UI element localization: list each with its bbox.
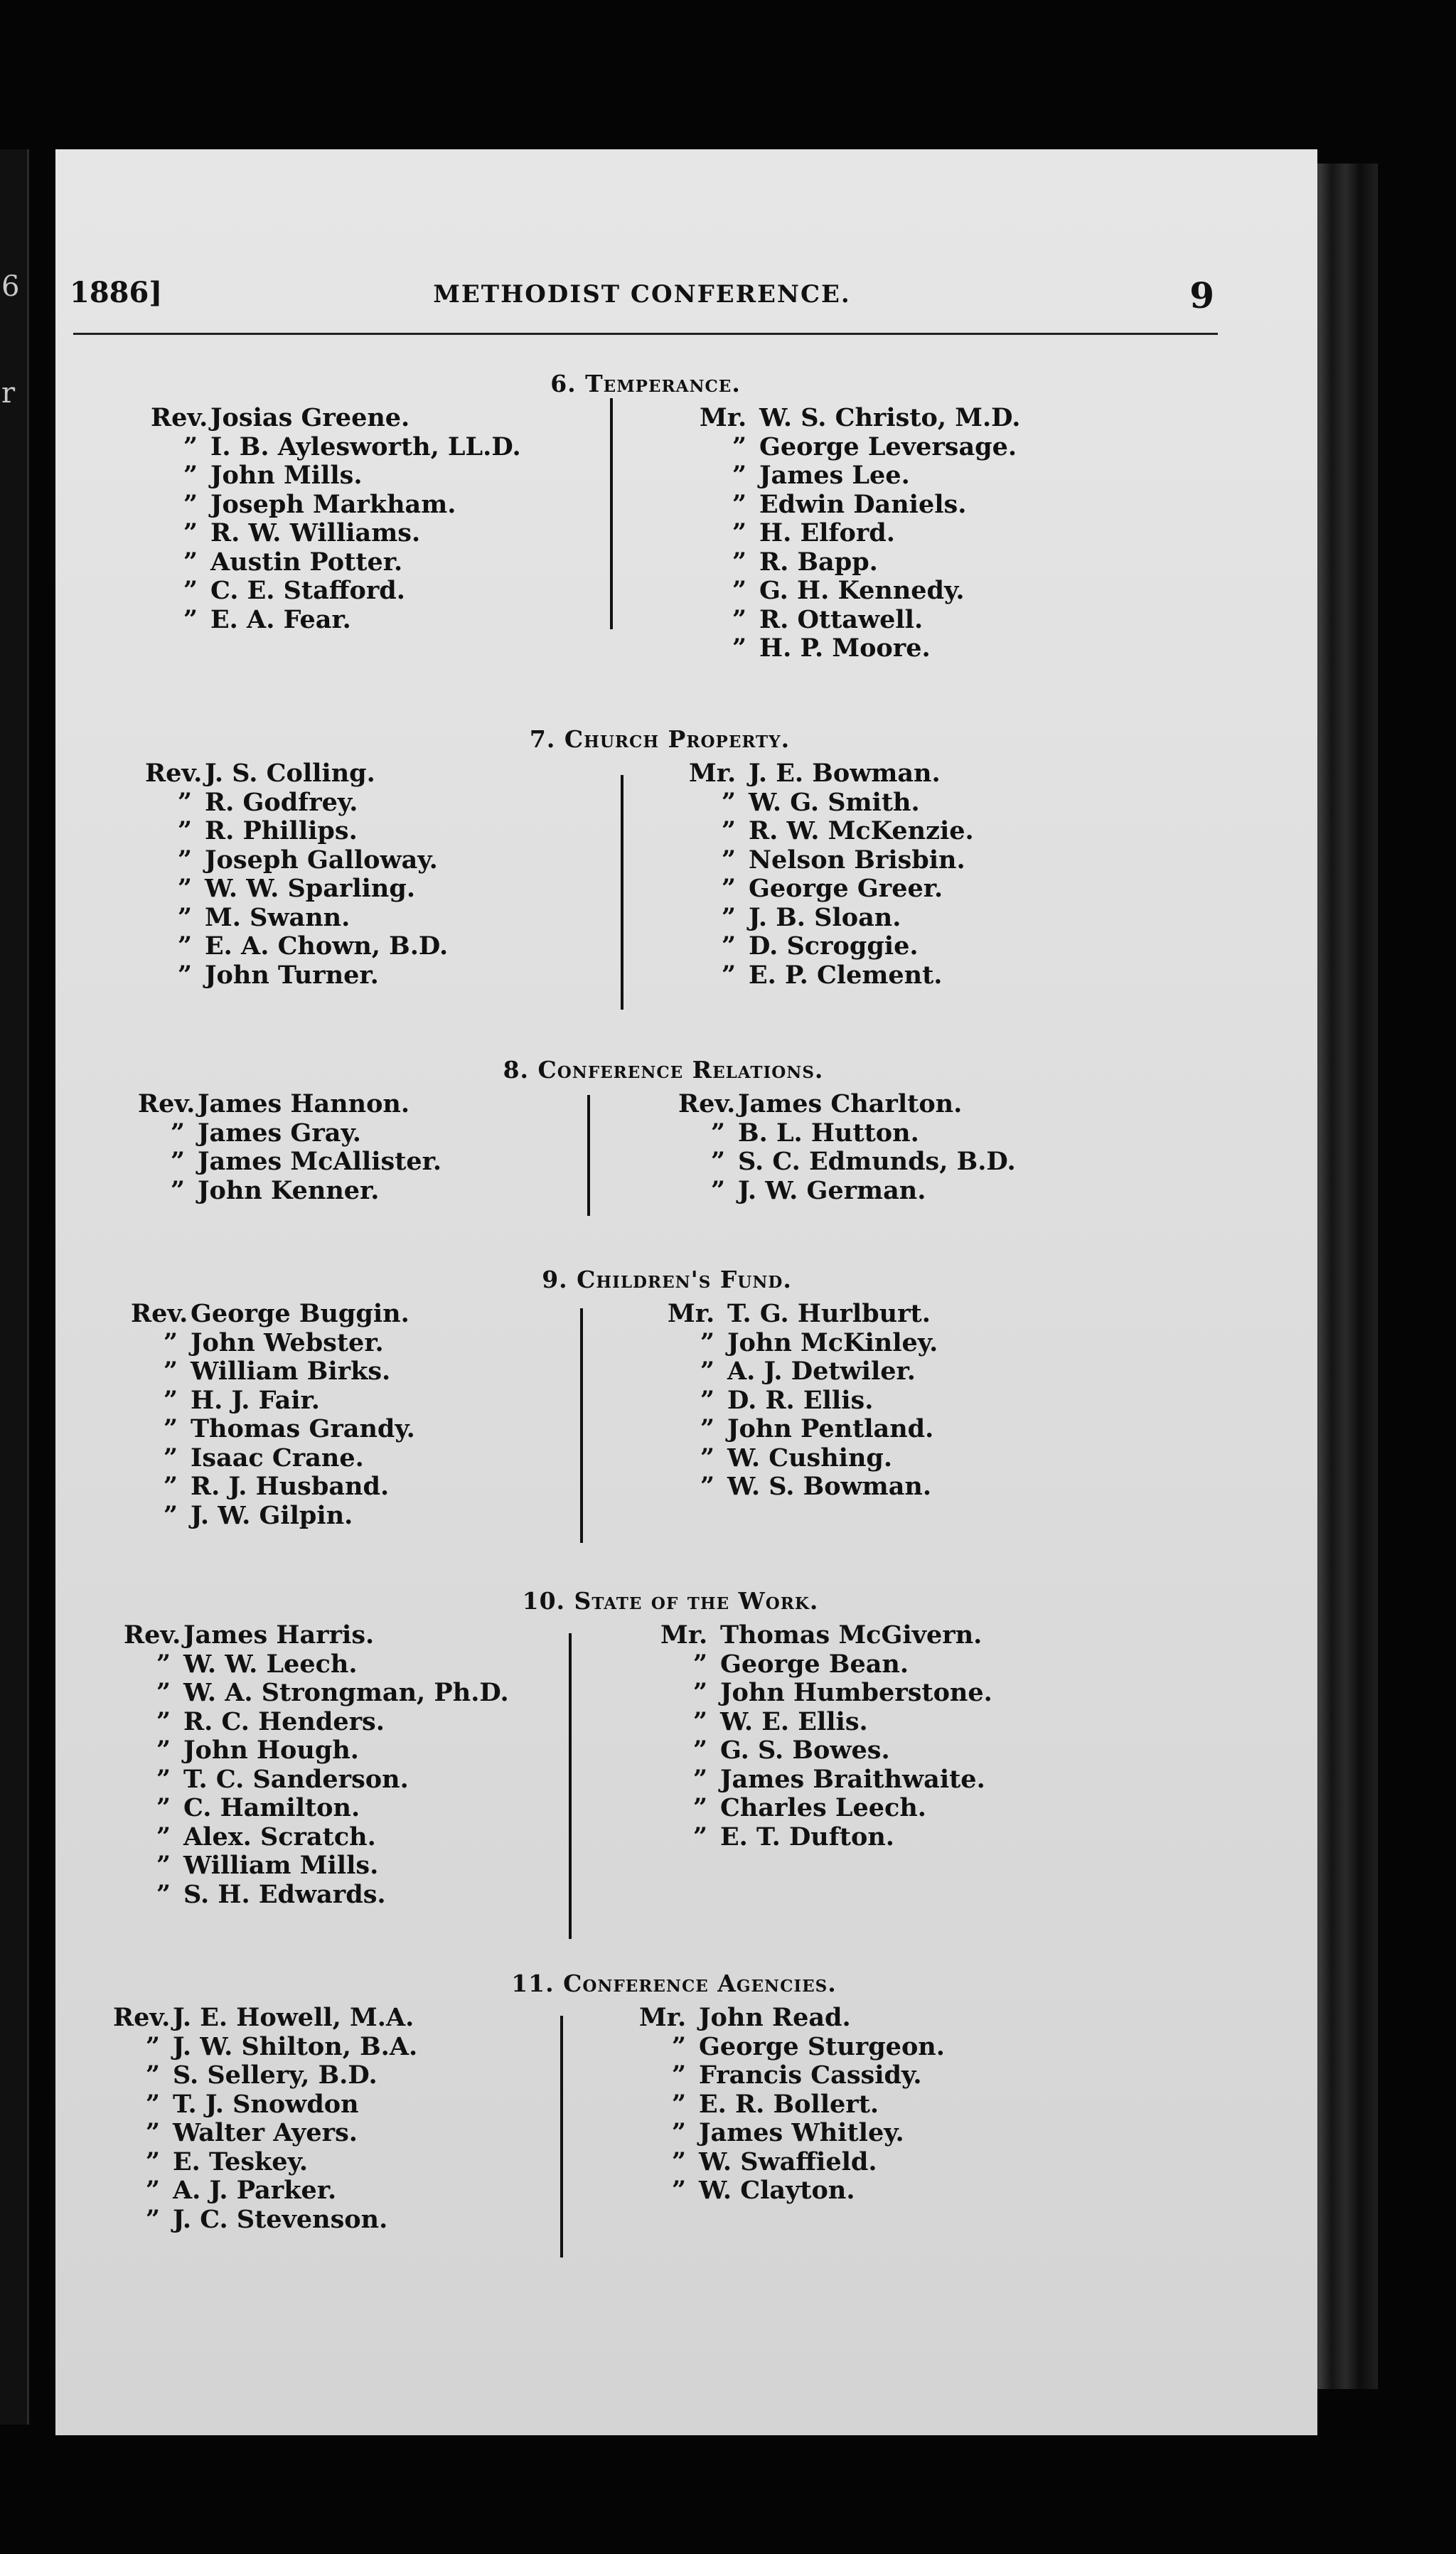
ditto-mark: ”: [183, 604, 198, 634]
member-entry: ” J. W. Gilpin.: [141, 1502, 415, 1531]
member-entry: ” John Turner.: [155, 961, 448, 990]
member-entry: ” W. A. Strongman, Ph.D.: [134, 1679, 509, 1708]
ditto-mark: ”: [721, 960, 736, 990]
ditto-mark: ”: [692, 1649, 707, 1679]
column-divider: [610, 398, 613, 629]
ditto-mark: ”: [183, 576, 198, 605]
member-entry: ” R. Phillips.: [155, 817, 448, 846]
ditto-mark: ”: [163, 1357, 178, 1386]
ditto-mark: ”: [721, 902, 736, 932]
ditto-mark: ”: [177, 845, 192, 875]
page-number: 9: [1189, 274, 1214, 316]
member-entry: ” S. C. Edmunds, B.D.: [688, 1148, 1016, 1177]
ditto-mark: ”: [156, 1822, 171, 1852]
member-entry: ” D. Scroggie.: [699, 932, 974, 961]
ditto-mark: ”: [183, 518, 198, 547]
member-entry: Mr.T. G. Hurlburt.: [668, 1299, 931, 1328]
member-entry: ” C. E. Stafford.: [161, 577, 521, 606]
column-divider: [621, 775, 623, 1010]
left-member-column: [124, 1620, 509, 1909]
section-title: 8. Conference Relations.: [503, 1056, 824, 1084]
ditto-mark: ”: [732, 604, 746, 634]
member-entry: ” B. L. Hutton.: [688, 1119, 1016, 1148]
ditto-mark: ”: [732, 432, 746, 461]
member-entry: ” W. S. Bowman.: [678, 1473, 938, 1502]
ditto-mark: ”: [177, 960, 192, 990]
member-entry: ” George Leversage.: [710, 433, 1020, 462]
ditto-mark: ”: [163, 1385, 178, 1415]
member-entry: ” W. Swaffield.: [649, 2148, 945, 2177]
member-entry: ” Edwin Daniels.: [710, 491, 1020, 520]
member-entry: ” E. P. Clement.: [699, 961, 974, 990]
document-page: [55, 149, 1317, 2435]
ditto-mark: ”: [145, 2031, 160, 2061]
member-entry: ” Isaac Crane.: [141, 1444, 415, 1473]
member-entry: ” William Mills.: [134, 1852, 509, 1881]
ditto-mark: ”: [183, 432, 198, 461]
adjacent-page-edge: [0, 149, 29, 2425]
member-entry: ” E. T. Dufton.: [670, 1823, 992, 1852]
member-entry: ” E. R. Bollert.: [649, 2090, 945, 2120]
member-entry: ” Walter Ayers.: [123, 2119, 417, 2148]
member-entry: ” W. Clayton.: [649, 2176, 945, 2206]
ditto-mark: ”: [732, 518, 746, 547]
ditto-mark: ”: [671, 2061, 686, 2090]
adjacent-page-fragment: 6: [1, 270, 20, 303]
ditto-mark: ”: [692, 1822, 707, 1852]
header-year: 1886]: [70, 276, 163, 309]
member-entry: Rev.James Charlton.: [678, 1089, 963, 1118]
ditto-mark: ”: [183, 489, 198, 519]
ditto-mark: ”: [732, 547, 746, 577]
ditto-mark: ”: [700, 1357, 714, 1386]
ditto-mark: ”: [156, 1764, 171, 1794]
member-entry: ” R. Bapp.: [710, 548, 1020, 577]
ditto-mark: ”: [145, 2204, 160, 2234]
ditto-mark: ”: [700, 1443, 714, 1473]
ditto-mark: ”: [692, 1678, 707, 1707]
column-divider: [560, 2016, 563, 2258]
ditto-mark: ”: [710, 1175, 725, 1205]
left-member-column: [151, 403, 521, 634]
right-member-column: [700, 403, 1021, 663]
member-entry: ” J. W. German.: [688, 1177, 1016, 1206]
column-divider: [569, 1633, 572, 1939]
adjacent-page-fragment: r: [1, 377, 16, 410]
right-member-column: [639, 2003, 945, 2206]
member-entry: ” James Braithwaite.: [670, 1765, 992, 1795]
ditto-mark: ”: [156, 1736, 171, 1765]
member-entry: ” J. B. Sloan.: [699, 904, 974, 933]
member-entry: ” W. G. Smith.: [699, 789, 974, 818]
ditto-mark: ”: [183, 547, 198, 577]
section-title: 7. Church Property.: [529, 725, 791, 753]
ditto-mark: ”: [692, 1793, 707, 1822]
ditto-mark: ”: [145, 2061, 160, 2090]
ditto-mark: ”: [721, 874, 736, 903]
member-entry: ” Charles Leech.: [670, 1794, 992, 1823]
ditto-mark: ”: [163, 1414, 178, 1443]
left-member-column: [145, 759, 449, 990]
member-entry: ” Joseph Galloway.: [155, 846, 448, 875]
header-rule: [73, 333, 1218, 335]
member-entry: ” W. E. Ellis.: [670, 1708, 992, 1737]
right-member-column: [660, 1620, 992, 1852]
section-title: 10. State of the Work.: [522, 1587, 819, 1615]
member-entry: ” A. J. Parker.: [123, 2176, 417, 2206]
member-entry: ” Austin Potter.: [161, 548, 521, 577]
member-entry: ” John Webster.: [141, 1329, 415, 1358]
ditto-mark: ”: [145, 2176, 160, 2205]
member-entry: ” John Mills.: [161, 461, 521, 491]
member-entry: ” Joseph Markham.: [161, 491, 521, 520]
member-entry: ” E. A. Chown, B.D.: [155, 932, 448, 961]
book-spine: [1307, 164, 1378, 2389]
ditto-mark: ”: [156, 1678, 171, 1707]
member-entry: ” W. Cushing.: [678, 1444, 938, 1473]
member-entry: ” R. W. Williams.: [161, 519, 521, 548]
ditto-mark: ”: [700, 1414, 714, 1443]
ditto-mark: ”: [156, 1649, 171, 1679]
member-entry: ” D. R. Ellis.: [678, 1386, 938, 1416]
ditto-mark: ”: [671, 2147, 686, 2176]
ditto-mark: ”: [721, 787, 736, 817]
ditto-mark: ”: [163, 1472, 178, 1501]
ditto-mark: ”: [170, 1175, 185, 1205]
ditto-mark: ”: [700, 1327, 714, 1357]
right-member-column: [689, 759, 974, 990]
section-title: 6. Temperance.: [550, 370, 741, 397]
member-entry: Mr.John Read.: [639, 2003, 851, 2032]
member-entry: ” C. Hamilton.: [134, 1794, 509, 1823]
member-entry: ” John Hough.: [134, 1736, 509, 1765]
ditto-mark: ”: [700, 1385, 714, 1415]
ditto-mark: ”: [671, 2118, 686, 2147]
ditto-mark: ”: [732, 634, 746, 663]
member-entry: Rev.George Buggin.: [131, 1299, 410, 1328]
ditto-mark: ”: [156, 1851, 171, 1880]
ditto-mark: ”: [721, 845, 736, 875]
member-entry: ” R. C. Henders.: [134, 1708, 509, 1737]
member-entry: ” George Bean.: [670, 1650, 992, 1679]
ditto-mark: ”: [163, 1327, 178, 1357]
ditto-mark: ”: [177, 931, 192, 961]
member-entry: ” H. Elford.: [710, 519, 1020, 548]
section-title: 11. Conference Agencies.: [511, 1970, 837, 1997]
member-entry: Rev.J. S. Colling.: [145, 759, 375, 788]
member-entry: ” R. J. Husband.: [141, 1473, 415, 1502]
member-entry: ” I. B. Aylesworth, LL.D.: [161, 433, 521, 462]
left-member-column: [131, 1299, 415, 1530]
member-entry: ” S. Sellery, B.D.: [123, 2061, 417, 2090]
column-divider: [580, 1308, 583, 1543]
member-entry: ” S. H. Edwards.: [134, 1881, 509, 1910]
member-entry: ” George Sturgeon.: [649, 2033, 945, 2062]
ditto-mark: ”: [700, 1472, 714, 1501]
member-entry: Mr.Thomas McGivern.: [660, 1620, 983, 1650]
left-member-column: [113, 2003, 418, 2234]
member-entry: Mr.J. E. Bowman.: [689, 759, 941, 788]
member-entry: ” W. W. Leech.: [134, 1650, 509, 1679]
ditto-mark: ”: [671, 2176, 686, 2205]
member-entry: ” J. C. Stevenson.: [123, 2206, 417, 2235]
left-member-column: [138, 1089, 442, 1205]
member-entry: ” Nelson Brisbin.: [699, 846, 974, 875]
ditto-mark: ”: [692, 1764, 707, 1794]
column-divider: [587, 1095, 590, 1216]
member-entry: ” John Humberstone.: [670, 1679, 992, 1708]
ditto-mark: ”: [163, 1443, 178, 1473]
ditto-mark: ”: [156, 1706, 171, 1736]
ditto-mark: ”: [671, 2089, 686, 2119]
ditto-mark: ”: [183, 461, 198, 490]
member-entry: ” E. Teskey.: [123, 2148, 417, 2177]
member-entry: ” T. C. Sanderson.: [134, 1765, 509, 1795]
member-entry: ” Francis Cassidy.: [649, 2061, 945, 2090]
ditto-mark: ”: [156, 1793, 171, 1822]
ditto-mark: ”: [177, 787, 192, 817]
member-entry: ” R. Ottawell.: [710, 606, 1020, 635]
member-entry: ” M. Swann.: [155, 904, 448, 933]
member-entry: Mr.W. S. Christo, M.D.: [700, 403, 1021, 432]
header-title: METHODIST CONFERENCE.: [433, 280, 851, 309]
ditto-mark: ”: [732, 576, 746, 605]
member-entry: ” G. H. Kennedy.: [710, 577, 1020, 606]
member-entry: ” A. J. Detwiler.: [678, 1357, 938, 1386]
member-entry: ” John Kenner.: [148, 1177, 441, 1206]
member-entry: ” H. P. Moore.: [710, 634, 1020, 663]
section-title: 9. Children's Fund.: [542, 1266, 792, 1293]
member-entry: ” William Birks.: [141, 1357, 415, 1386]
member-entry: ” James Whitley.: [649, 2119, 945, 2148]
ditto-mark: ”: [692, 1736, 707, 1765]
ditto-mark: ”: [177, 902, 192, 932]
ditto-mark: ”: [170, 1147, 185, 1176]
right-member-column: [668, 1299, 938, 1502]
ditto-mark: ”: [156, 1879, 171, 1909]
member-entry: ” John McKinley.: [678, 1329, 938, 1358]
ditto-mark: ”: [163, 1500, 178, 1530]
member-entry: ” W. W. Sparling.: [155, 875, 448, 904]
running-header: [70, 276, 1214, 319]
ditto-mark: ”: [145, 2118, 160, 2147]
member-entry: ” E. A. Fear.: [161, 606, 521, 635]
member-entry: ” Thomas Grandy.: [141, 1415, 415, 1444]
ditto-mark: ”: [692, 1706, 707, 1736]
member-entry: ” James Lee.: [710, 461, 1020, 491]
ditto-mark: ”: [145, 2089, 160, 2119]
member-entry: Rev.Josias Greene.: [151, 403, 410, 432]
ditto-mark: ”: [145, 2147, 160, 2176]
member-entry: ” T. J. Snowdon: [123, 2090, 417, 2120]
member-entry: ” John Pentland.: [678, 1415, 938, 1444]
member-entry: ” R. W. McKenzie.: [699, 817, 974, 846]
ditto-mark: ”: [710, 1147, 725, 1176]
ditto-mark: ”: [721, 931, 736, 961]
ditto-mark: ”: [170, 1118, 185, 1148]
member-entry: ” H. J. Fair.: [141, 1386, 415, 1416]
member-entry: ” James McAllister.: [148, 1148, 441, 1177]
ditto-mark: ”: [710, 1118, 725, 1148]
member-entry: Rev.J. E. Howell, M.A.: [113, 2003, 414, 2032]
member-entry: Rev.James Harris.: [124, 1620, 375, 1650]
ditto-mark: ”: [721, 816, 736, 845]
member-entry: ” James Gray.: [148, 1119, 441, 1148]
ditto-mark: ”: [732, 489, 746, 519]
right-member-column: [678, 1089, 1016, 1205]
ditto-mark: ”: [177, 874, 192, 903]
ditto-mark: ”: [671, 2031, 686, 2061]
member-entry: ” G. S. Bowes.: [670, 1736, 992, 1765]
member-entry: ” Alex. Scratch.: [134, 1823, 509, 1852]
ditto-mark: ”: [732, 461, 746, 490]
member-entry: ” R. Godfrey.: [155, 789, 448, 818]
member-entry: ” George Greer.: [699, 875, 974, 904]
member-entry: Rev.James Hannon.: [138, 1089, 410, 1118]
member-entry: ” J. W. Shilton, B.A.: [123, 2033, 417, 2062]
ditto-mark: ”: [177, 816, 192, 845]
